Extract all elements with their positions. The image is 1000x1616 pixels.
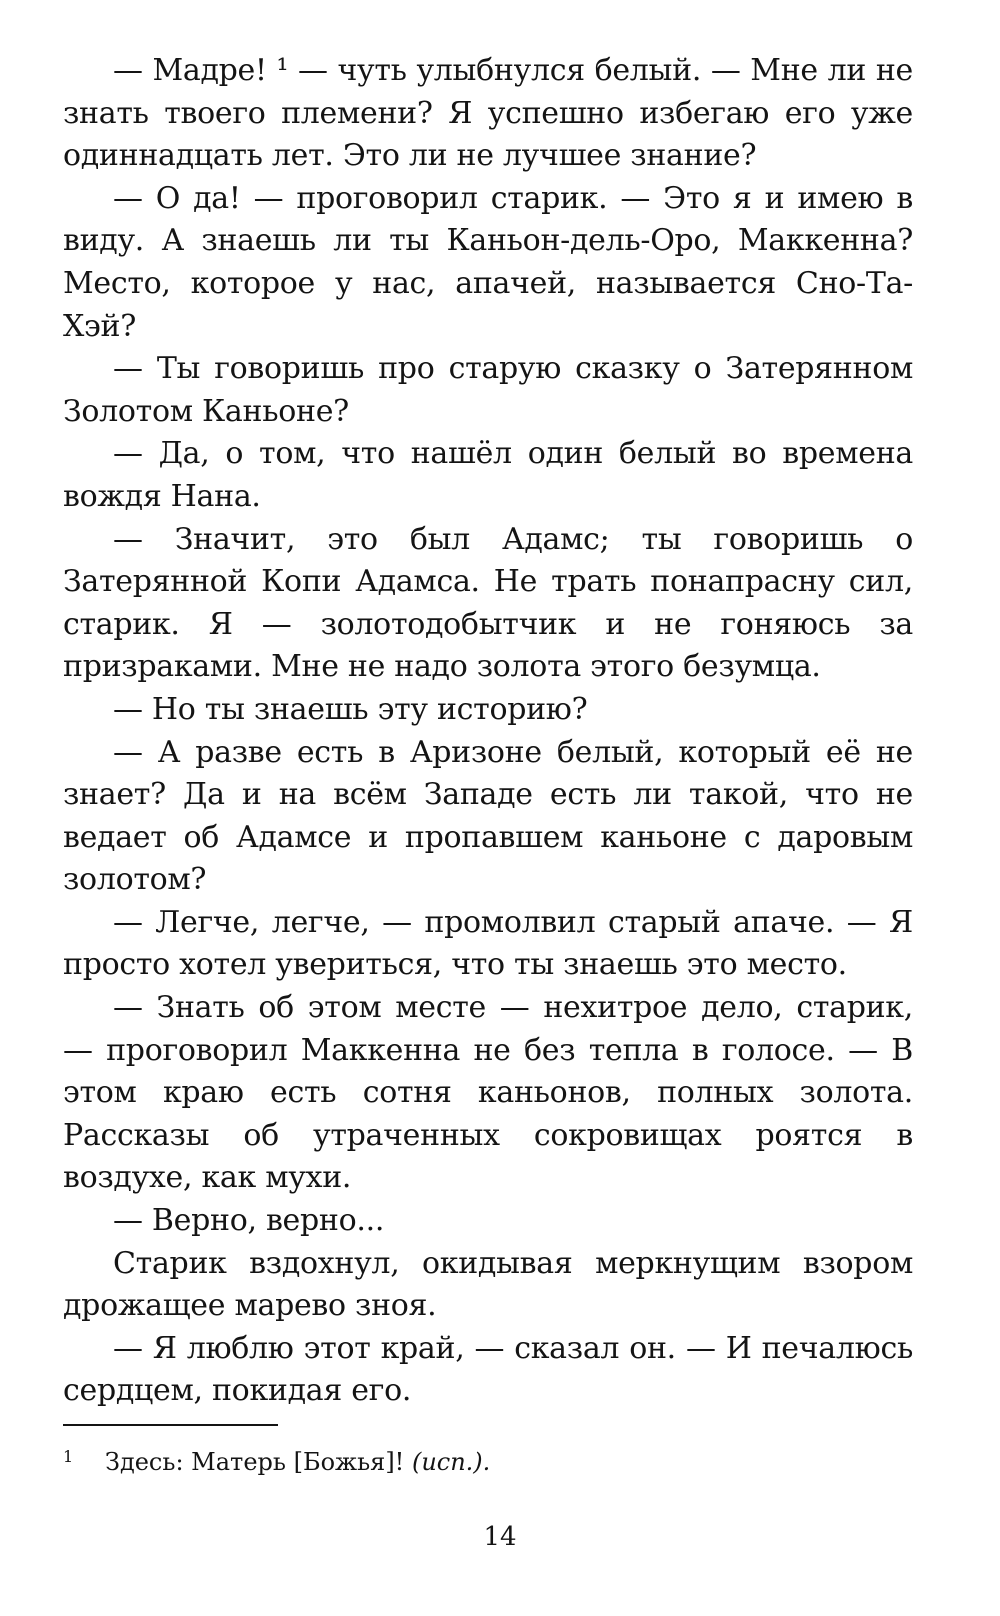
paragraph: — Знать об этом месте — нехитрое дело, старик, — проговорил Маккенна не без тепла в голосе. — В этом краю есть сотня каньонов, полных золота. Рассказы об утраченных сокровищах роятся в воздухе, как мухи. bbox=[63, 990, 913, 1196]
footnote-text: Здесь: Матерь [Божья]! bbox=[105, 1448, 412, 1476]
footnote-language: (исп.). bbox=[411, 1448, 491, 1476]
page-number: 14 bbox=[483, 1522, 517, 1552]
paragraph: — О да! — проговорил старик. — Это я и имею в виду. А знаешь ли ты Каньон-дель-Оро, Маккенна? Место, которое у нас, апачей, называется Сно-Та-Хэй? bbox=[63, 180, 913, 344]
paragraph: — Значит, это был Адамс; ты говоришь о Затерянной Копи Адамса. Не трать понапрасну сил, старик. Я — золотодобытчик и не гоняюсь за призраками. Мне не надо золота этого безумца. bbox=[63, 521, 913, 685]
footnote-divider bbox=[63, 1424, 278, 1426]
paragraph: — Мадре! ¹ — чуть улыбнулся белый. — Мне ли не знать твоего племени? Я успешно избегаю его уже одиннадцать лет. Это ли не лучшее знание? bbox=[63, 53, 913, 174]
paragraph: — Ты говоришь про старую сказку о Затерянном Золотом Каньоне? bbox=[63, 351, 913, 429]
footnote bbox=[63, 1446, 913, 1478]
paragraph: — А разве есть в Аризоне белый, который её не знает? Да и на всём Западе есть ли такой, что не ведает об Адамсе и пропавшем каньоне с даровым золотом? bbox=[63, 734, 913, 898]
paragraph: Старик вздохнул, окидывая меркнущим взором дрожащее марево зноя. bbox=[63, 1245, 913, 1324]
page-body bbox=[63, 50, 913, 1413]
paragraph: — Но ты знаешь эту историю? bbox=[113, 691, 588, 727]
paragraph: — Да, о том, что нашёл один белый во времена вождя Нана. bbox=[63, 436, 913, 514]
footnote-mark: 1 bbox=[63, 1447, 74, 1466]
paragraph: — Верно, верно... bbox=[113, 1203, 385, 1239]
paragraph: — Легче, легче, — промолвил старый апаче. — Я просто хотел увериться, что ты знаешь это место. bbox=[63, 904, 913, 983]
paragraph: — Я люблю этот край, — сказал он. — И печалюсь сердцем, покидая его. bbox=[63, 1330, 913, 1409]
